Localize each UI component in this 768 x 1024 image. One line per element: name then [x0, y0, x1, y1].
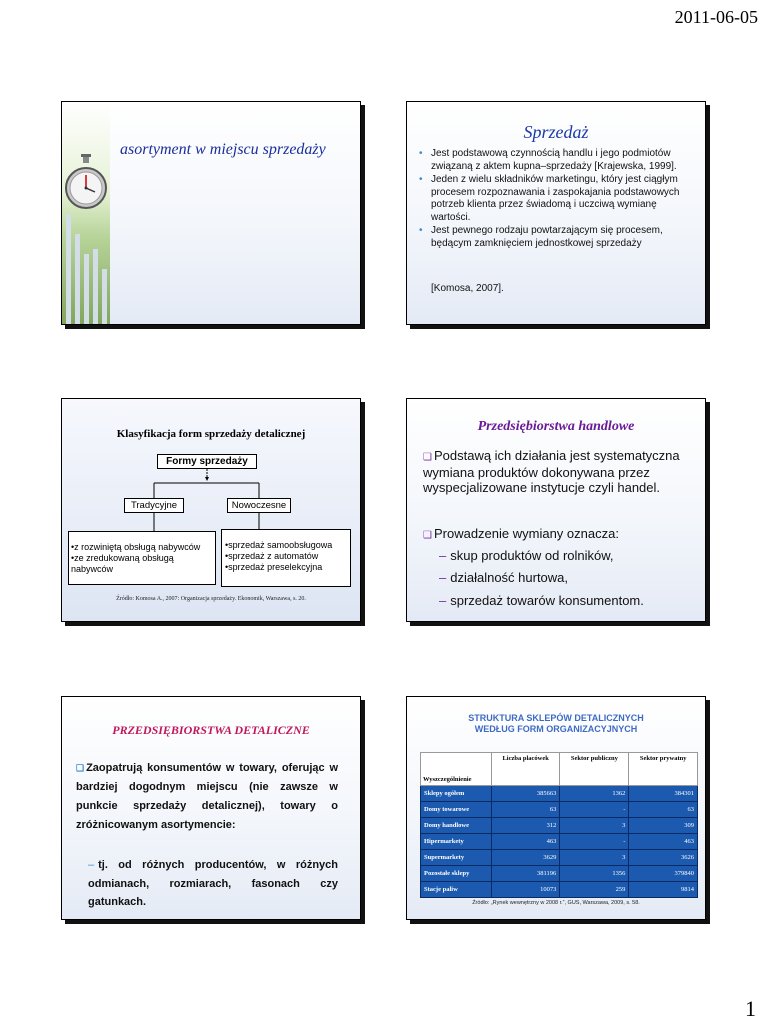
table-cell: Domy towarowe	[421, 802, 492, 818]
table-cell: 384301	[629, 786, 698, 802]
bullet-icon: •	[419, 225, 423, 236]
diagram-root-node: Formy sprzedaży	[157, 454, 257, 469]
slide-4	[406, 398, 706, 622]
table-cell: 1356	[560, 866, 629, 882]
column-header: Wyszczególnienie	[421, 753, 492, 786]
table-cell: Domy handlowe	[421, 818, 492, 834]
list-item: •sprzedaż preselekcyjna	[225, 562, 323, 572]
table-row	[421, 818, 698, 834]
list-item: – sprzedaż towarów konsumentom.	[439, 593, 644, 608]
table-row	[421, 866, 698, 882]
slide-3	[61, 398, 361, 622]
column-header: Liczba placówek	[492, 753, 560, 786]
slide-6	[406, 696, 706, 920]
bullet-icon: •	[419, 148, 423, 159]
list-item: • Jest podstawową czynnością handlu i jego podmiotów związaną z aktem kupna–sprzedaży [Krajewska, 1999].	[419, 148, 677, 172]
list-item: •sprzedaż samoobsługowa	[225, 540, 333, 550]
slide-3-source: Źródło: Komosa A., 2007: Organizacja sprzedaży. Ekonomik, Warszawa, s. 20.	[116, 596, 306, 602]
table-header-row	[421, 753, 698, 786]
table-cell: 381196	[492, 866, 560, 882]
slide-5-subpoint: – tj. od różnych producentów, w różnych odmianach, rozmiarach, fasonach czy gatunkach.	[88, 859, 338, 908]
table-cell: 3629	[492, 850, 560, 866]
table-cell: 10073	[492, 882, 560, 898]
decorative-bars	[64, 214, 108, 324]
slide-1-title: asortyment w miejscu sprzedaży	[120, 141, 326, 158]
bullet-icon: •	[419, 174, 423, 185]
table-cell: 312	[492, 818, 560, 834]
slide-1	[61, 101, 361, 325]
table-cell: Supermarkety	[421, 850, 492, 866]
table-cell: -	[560, 834, 629, 850]
stores-table	[420, 752, 698, 898]
table-cell: Hipermarkety	[421, 834, 492, 850]
page-number: 1	[745, 996, 756, 1021]
table-cell: 1362	[560, 786, 629, 802]
diagram-connectors	[62, 399, 361, 622]
table-cell: 9814	[629, 882, 698, 898]
table-row	[421, 786, 698, 802]
slide-5-point-1: ❑ Zaopatrują konsumentów w towary, oferując w bardziej dogodnym miejscu (nie zawsze w punkcie sprzedaży detalicznej), towary o zróżnicowanym asortymencie:	[76, 762, 338, 831]
slide-6-source: Źródło: „Rynek wewnętrzny w 2008 r.”, GUS, Warszawa, 2009, s. 58.	[472, 900, 640, 906]
slide-2-bullets	[417, 148, 697, 251]
page-date: 2011-06-05	[674, 7, 758, 27]
table-cell: 309	[629, 818, 698, 834]
list-item: • Jeden z wielu składników marketingu, który jest ciągłym procesem rozpoznawania i zaspokajania podstawowych potrzeb klienta przez świadomą i uczciwą wymianę wartości.	[419, 174, 680, 223]
slide-5	[61, 696, 361, 920]
table-row	[421, 882, 698, 898]
table-cell: 259	[560, 882, 629, 898]
slide-4-point-2: ❑ Prowadzenie wymiany oznacza:	[423, 526, 619, 541]
checkbox-bullet-icon: ❑	[423, 530, 432, 541]
slide-4-title: Przedsiębiorstwa handlowe	[477, 419, 635, 434]
dash-bullet-icon: –	[439, 570, 447, 585]
table-row	[421, 802, 698, 818]
dash-bullet-icon: –	[439, 593, 447, 608]
column-header: Sektor prywatny	[629, 753, 698, 786]
slide-6-title: STRUKTURA SKLEPÓW DETALICZNYCH WEDŁUG FORM ORGANIZACYJNYCH	[468, 713, 644, 734]
slide-2	[406, 101, 706, 325]
table-cell: 3	[560, 818, 629, 834]
diagram-detail-modern	[221, 529, 351, 587]
dash-bullet-icon: –	[439, 548, 447, 563]
list-item: •sprzedaż z automatów	[225, 551, 319, 561]
diagram-detail-traditional	[68, 531, 216, 585]
diagram-node-traditional: Tradycyjne	[124, 498, 184, 513]
table-cell: -	[560, 802, 629, 818]
slide-2-title: Sprzedaż	[523, 122, 589, 142]
list-item: •ze zredukowaną obsługą nabywców	[71, 553, 174, 574]
slide-3-title: Klasyfikacja form sprzedaży detalicznej	[116, 428, 306, 440]
table-cell: 463	[492, 834, 560, 850]
list-item: – skup produktów od rolników,	[439, 548, 614, 563]
table-row	[421, 850, 698, 866]
table-cell: 63	[492, 802, 560, 818]
slide-4-point-1: ❑ Podstawą ich działania jest systematyczna wymiana produktów dokonywana przez wyspecjalizowane instytucje czyli handel.	[423, 448, 680, 495]
list-item: • Jest pewnego rodzaju powtarzającym się procesem, będącym zamknięciem jednostkowej sprzedaży	[419, 225, 663, 249]
table-cell: 63	[629, 802, 698, 818]
table-cell: 379840	[629, 866, 698, 882]
slide-2-citation: [Komosa, 2007].	[431, 283, 504, 294]
table-cell: 385663	[492, 786, 560, 802]
checkbox-bullet-icon: ❑	[76, 763, 85, 773]
list-item: – działalność hurtowa,	[439, 570, 569, 585]
table-cell: Stacje paliw	[421, 882, 492, 898]
slide-5-title: PRZEDSIĘBIORSTWA DETALICZNE	[112, 723, 310, 737]
table-cell: 3	[560, 850, 629, 866]
table-cell: 3626	[629, 850, 698, 866]
table-cell: Sklepy ogółem	[421, 786, 492, 802]
stopwatch-icon	[62, 154, 110, 214]
column-header: Sektor publiczny	[560, 753, 629, 786]
table-row	[421, 834, 698, 850]
table-cell: Pozostałe sklepy	[421, 866, 492, 882]
checkbox-bullet-icon: ❑	[423, 452, 432, 463]
dash-bullet-icon: –	[88, 859, 95, 871]
table-cell: 463	[629, 834, 698, 850]
diagram-node-modern: Nowoczesne	[227, 498, 291, 513]
list-item: •z rozwiniętą obsługą nabywców	[71, 542, 201, 552]
